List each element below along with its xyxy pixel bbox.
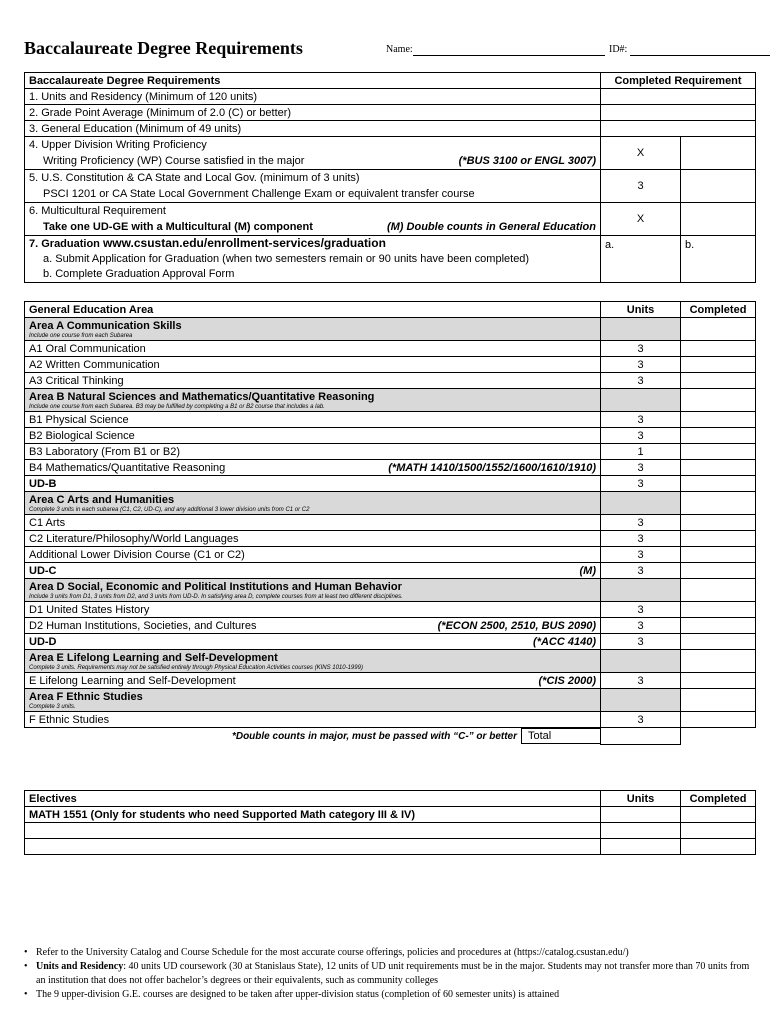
requirement-check-6[interactable]: X — [601, 203, 681, 236]
requirement-multicultural-title: 6. Multicultural Requirement — [29, 205, 166, 217]
graduation-link[interactable]: www.csustan.edu/enrollment-services/graduation — [102, 236, 386, 250]
bullet-icon: • — [24, 961, 28, 972]
requirement-check-5[interactable]: 3 — [601, 170, 681, 203]
area-c-completed-cell[interactable] — [681, 492, 756, 515]
electives-table — [24, 790, 756, 855]
bullet-icon: • — [24, 989, 28, 1000]
ge-completed-heading: Completed — [681, 302, 756, 318]
bullet-icon: • — [24, 947, 28, 958]
note-upper-division — [24, 988, 755, 1002]
udc-units: 3 — [601, 563, 681, 579]
area-d-units-cell — [601, 579, 681, 602]
b2-label: B2 Biological Science — [25, 428, 601, 444]
b1-units: 3 — [601, 412, 681, 428]
area-b-title: Area B Natural Sciences and Mathematics/Quantitative Reasoning — [29, 390, 375, 403]
area-d-header — [25, 579, 601, 602]
udc-completed[interactable] — [681, 563, 756, 579]
area-b-units-cell — [601, 389, 681, 412]
requirement-check-5b[interactable] — [681, 170, 756, 203]
a1-completed[interactable] — [681, 341, 756, 357]
area-a-completed-cell[interactable] — [681, 318, 756, 341]
requirement-writing-title: 4. Upper Division Writing Proficiency — [29, 139, 207, 151]
c2-completed[interactable] — [681, 531, 756, 547]
requirement-graduation — [25, 236, 601, 283]
page-header — [24, 38, 754, 60]
udd-units: 3 — [601, 634, 681, 650]
graduation-check-a[interactable]: a. — [601, 236, 681, 283]
area-d-note: Include 3 units from D1, 3 units from D2, and 3 units from UD-D. In satisfying area D, complete courses from at least two different disciplines. — [29, 593, 403, 600]
a3-completed[interactable] — [681, 373, 756, 389]
elective-row-2-completed[interactable] — [681, 823, 756, 839]
area-f-header — [25, 689, 601, 712]
requirement-check-4b[interactable] — [681, 137, 756, 170]
udc-label: UD-C — [29, 564, 57, 577]
d2-row-label — [25, 618, 601, 634]
note-catalog — [24, 946, 755, 960]
name-field[interactable] — [413, 55, 605, 56]
note-units-residency — [24, 960, 755, 988]
c-additional-units: 3 — [601, 547, 681, 563]
elective-row-3[interactable] — [25, 839, 601, 855]
a2-completed[interactable] — [681, 357, 756, 373]
a1-units: 3 — [601, 341, 681, 357]
c2-label: C2 Literature/Philosophy/World Languages — [25, 531, 601, 547]
requirement-multicultural-detail-row — [29, 219, 596, 235]
ge-units-heading: Units — [601, 302, 681, 318]
b3-units: 1 — [601, 444, 681, 460]
c-additional-label: Additional Lower Division Course (C1 or C2) — [25, 547, 601, 563]
graduation-step-b: b. Complete Graduation Approval Form — [43, 268, 235, 280]
b2-completed[interactable] — [681, 428, 756, 444]
area-a-note: Include one course from each Subarea — [29, 332, 133, 339]
d2-completed[interactable] — [681, 618, 756, 634]
a3-units: 3 — [601, 373, 681, 389]
udd-course-note: (*ACC 4140) — [533, 635, 596, 648]
footnote-cell — [25, 728, 601, 745]
note-units-residency-label: Units and Residency — [36, 961, 124, 972]
graduation-check-b[interactable]: b. — [681, 236, 756, 283]
c-additional-completed[interactable] — [681, 547, 756, 563]
completed-requirement-heading: Completed Requirement — [601, 73, 756, 89]
area-d-title: Area D Social, Economic and Political Institutions and Human Behavior — [29, 580, 402, 593]
c1-units: 3 — [601, 515, 681, 531]
area-a-title: Area A Communication Skills — [29, 319, 182, 332]
area-f-units-cell — [601, 689, 681, 712]
udd-row-label — [25, 634, 601, 650]
udd-completed[interactable] — [681, 634, 756, 650]
requirement-check-4[interactable]: X — [601, 137, 681, 170]
note-catalog-text: Refer to the University Catalog and Course Schedule for the most accurate course offerings, policies and procedures at (https://catalog.csustan.edu/) — [36, 947, 629, 958]
multicultural-note: (M) Double counts in General Education — [386, 221, 596, 233]
area-c-units-cell — [601, 492, 681, 515]
elective-row-2-units[interactable] — [601, 823, 681, 839]
electives-heading: Electives — [25, 791, 601, 807]
udc-row-label — [25, 563, 601, 579]
total-label: Total — [521, 728, 600, 744]
b4-row-label — [25, 460, 601, 476]
elective-row-3-units[interactable] — [601, 839, 681, 855]
requirement-check-1[interactable] — [601, 89, 756, 105]
area-e-units-cell — [601, 650, 681, 673]
total-units[interactable] — [601, 728, 681, 745]
area-b-completed-cell[interactable] — [681, 389, 756, 412]
elective-row-1: MATH 1551 (Only for students who need Supported Math category III & IV) — [25, 807, 601, 823]
id-label: ID#: — [609, 44, 628, 55]
requirements-table — [24, 72, 756, 283]
writing-course-note: (*BUS 3100 or ENGL 3007) — [458, 155, 596, 167]
requirement-writing-detail: Writing Proficiency (WP) Course satisfied in the major — [43, 155, 305, 167]
requirement-general-education: 3. General Education (Minimum of 49 units) — [25, 121, 601, 137]
b2-units: 3 — [601, 428, 681, 444]
requirement-constitution-detail: PSCI 1201 or CA State Local Government Challenge Exam or equivalent transfer course — [43, 188, 475, 200]
area-f-completed-cell[interactable] — [681, 689, 756, 712]
area-e-title: Area E Lifelong Learning and Self-Development — [29, 651, 278, 664]
elective-row-3-completed[interactable] — [681, 839, 756, 855]
requirement-units-residency: 1. Units and Residency (Minimum of 120 units) — [25, 89, 601, 105]
e-completed[interactable] — [681, 673, 756, 689]
requirement-constitution — [25, 170, 601, 203]
elective-row-2[interactable] — [25, 823, 601, 839]
area-a-header — [25, 318, 601, 341]
area-e-completed-cell[interactable] — [681, 650, 756, 673]
b4-course-note: (*MATH 1410/1500/1552/1600/1610/1910) — [388, 461, 596, 474]
total-spacer — [681, 728, 756, 745]
b4-completed[interactable] — [681, 460, 756, 476]
general-education-table — [24, 301, 756, 745]
e-units: 3 — [601, 673, 681, 689]
udb-completed[interactable] — [681, 476, 756, 492]
c1-completed[interactable] — [681, 515, 756, 531]
f-label: F Ethnic Studies — [25, 712, 601, 728]
area-f-title: Area F Ethnic Studies — [29, 690, 143, 703]
c2-units: 3 — [601, 531, 681, 547]
d1-label: D1 United States History — [25, 602, 601, 618]
requirement-graduation-title-row — [29, 236, 596, 252]
elective-row-1-units[interactable] — [601, 807, 681, 823]
requirement-check-3[interactable] — [601, 121, 756, 137]
ge-heading: General Education Area — [25, 302, 601, 318]
f-completed[interactable] — [681, 712, 756, 728]
page-title: Baccalaureate Degree Requirements — [24, 38, 303, 58]
area-e-note: Complete 3 units. Requirements may not be satisfied entirely through Physical Education Activities courses (KINS 1010-1999) — [29, 664, 363, 671]
requirement-writing — [25, 137, 601, 170]
area-c-title: Area C Arts and Humanities — [29, 493, 175, 506]
requirement-gpa: 2. Grade Point Average (Minimum of 2.0 (C) or better) — [25, 105, 601, 121]
requirement-multicultural — [25, 203, 601, 236]
area-c-header — [25, 492, 601, 515]
area-b-header — [25, 389, 601, 412]
d2-label: D2 Human Institutions, Societies, and Cultures — [29, 619, 257, 632]
note-upper-division-text: The 9 upper-division G.E. courses are designed to be taken after upper-division status (completion of 60 semester units) is attained — [36, 989, 560, 1000]
requirement-check-6b[interactable] — [681, 203, 756, 236]
udb-label: UD-B — [25, 476, 601, 492]
electives-completed-heading: Completed — [681, 791, 756, 807]
d1-completed[interactable] — [681, 602, 756, 618]
requirement-check-2[interactable] — [601, 105, 756, 121]
requirement-constitution-title: 5. U.S. Constitution & CA State and Local Gov. (minimum of 3 units) — [29, 172, 360, 184]
requirement-writing-detail-row — [29, 153, 596, 169]
area-f-note: Complete 3 units. — [29, 703, 76, 710]
area-a-units-cell — [601, 318, 681, 341]
c1-label: C1 Arts — [25, 515, 601, 531]
udd-label: UD-D — [29, 635, 57, 648]
f-units: 3 — [601, 712, 681, 728]
a2-units: 3 — [601, 357, 681, 373]
e-row-label — [25, 673, 601, 689]
a2-label: A2 Written Communication — [25, 357, 601, 373]
a3-label: A3 Critical Thinking — [25, 373, 601, 389]
e-label: E Lifelong Learning and Self-Development — [29, 674, 236, 687]
electives-units-heading: Units — [601, 791, 681, 807]
name-label: Name: — [386, 44, 413, 55]
udc-note: (M) — [579, 564, 596, 577]
requirement-multicultural-detail: Take one UD-GE with a Multicultural (M) component — [43, 221, 313, 233]
b4-label: B4 Mathematics/Quantitative Reasoning — [29, 461, 226, 474]
d2-units: 3 — [601, 618, 681, 634]
b1-label: B1 Physical Science — [25, 412, 601, 428]
note-units-residency-text: : 40 units UD coursework (30 at Stanislaus State), 12 units of UD unit requirements must be in the major. Students may not transfer more than 70 units from an institution that does not offer bachelor’s degrees or their equivalents, such as community colleges — [36, 961, 750, 986]
b3-label: B3 Laboratory (From B1 or B2) — [25, 444, 601, 460]
requirements-heading: Baccalaureate Degree Requirements — [25, 73, 601, 89]
e-course-note: (*CIS 2000) — [538, 674, 596, 687]
d1-units: 3 — [601, 602, 681, 618]
area-e-header — [25, 650, 601, 673]
graduation-step-a: a. Submit Application for Graduation (when two semesters remain or 90 units have been completed) — [43, 253, 530, 265]
a1-label: A1 Oral Communication — [25, 341, 601, 357]
double-count-footnote: *Double counts in major, must be passed with “C-” or better — [231, 731, 517, 742]
elective-row-1-completed[interactable] — [681, 807, 756, 823]
area-d-completed-cell[interactable] — [681, 579, 756, 602]
id-field[interactable] — [630, 55, 770, 56]
b1-completed[interactable] — [681, 412, 756, 428]
requirement-graduation-label: 7. Graduation — [29, 238, 100, 250]
area-c-note: Complete 3 units in each subarea (C1, C2, UD-C), and any additional 3 lower division units from C1 or C2 — [29, 506, 310, 513]
area-b-note: Include one course from each Subarea. B3 may be fulfilled by completing a B1 or B2 course that includes a lab. — [29, 403, 325, 410]
d2-course-note: (*ECON 2500, 2510, BUS 2090) — [437, 619, 596, 632]
notes-list — [24, 946, 755, 1002]
b3-completed[interactable] — [681, 444, 756, 460]
udb-units: 3 — [601, 476, 681, 492]
b4-units: 3 — [601, 460, 681, 476]
